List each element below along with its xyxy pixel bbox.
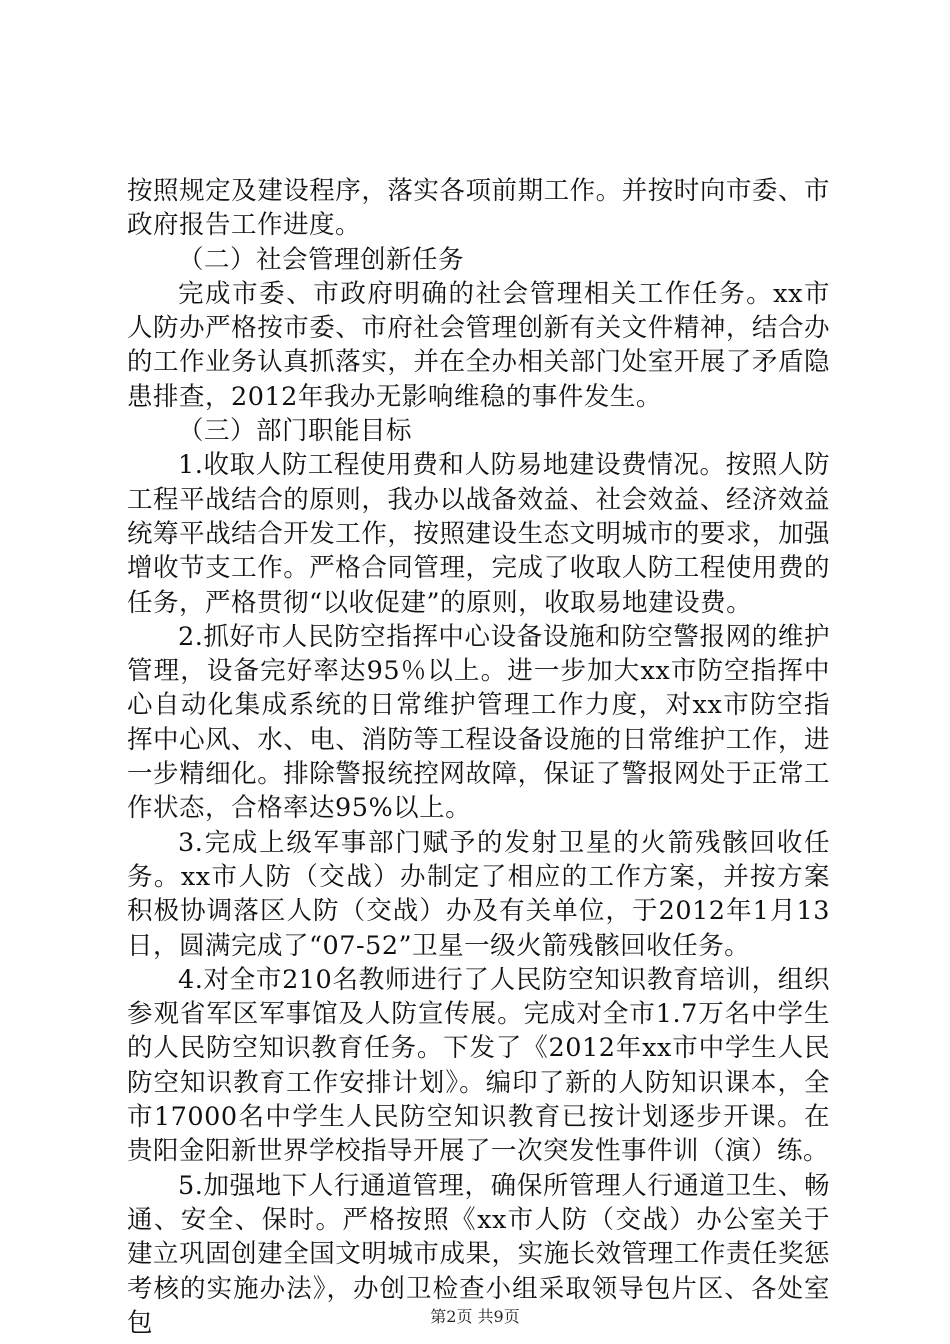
paragraph-social-management: 完成市委、市政府明确的社会管理相关工作任务。xx市人防办严格按市委、市府社会管理创新有关文件精神，结合办的工作业务认真抓落实，并在全办相关部门处室开展了矛盾隐患排查，2012年我办无影响维稳的事件发生。 [127,278,830,412]
document-body [127,174,830,1340]
paragraph-item-4: 4.对全市210名教师进行了人民防空知识教育培训，组织参观省军区军事馆及人防宣传展。完成对全市1.7万名中学生的人民防空知识教育任务。下发了《2012年xx市中学生人民防空知识教育工作安排计划》。编印了新的人防知识课本，全市17000名中学生人民防空知识教育已按计划逐步开课。在贵阳金阳新世界学校指导开展了一次突发性事件训（演）练。 [127,964,830,1167]
paragraph-item-2: 2.抓好市人民防空指挥中心设备设施和防空警报网的维护管理，设备完好率达95％以上。进一步加大xx市防空指挥中心自动化集成系统的日常维护管理工作力度，对xx市防空指挥中心风、水、电、消防等工程设备设施的日常维护工作，进一步精细化。排除警报统控网故障，保证了警报网处于正常工作状态，合格率达95%以上。 [127,621,830,824]
section-heading-department-functions: （三）部门职能目标 [178,416,413,447]
page-footer: 第2页 共9页 [430,1307,520,1326]
section-heading-social-management: （二）社会管理创新任务 [178,244,465,275]
paragraph-item-3: 3.完成上级军事部门赋予的发射卫星的火箭残骸回收任务。xx市人防（交战）办制定了相应的工作方案，并按方案积极协调落区人防（交战）办及有关单位，于2012年1月13日，圆满完成了“07-52”卫星一级火箭残骸回收任务。 [127,827,830,961]
paragraph-continuation: 按照规定及建设程序，落实各项前期工作。并按时向市委、市政府报告工作进度。 [127,176,830,241]
paragraph-item-5: 5.加强地下人行通道管理，确保所管理人行通道卫生、畅通、安全、保时。严格按照《xx市人防（交战）办公室关于建立巩固创建全国文明城市成果，实施长效管理工作责任奖惩考核的实施办法》，办创卫检查小组采取领导包片区、各处室包 [127,1170,830,1338]
paragraph-item-1: 1.收取人防工程使用费和人防易地建设费情况。按照人防工程平战结合的原则，我办以战备效益、社会效益、经济效益统筹平战结合开发工作，按照建设生态文明城市的要求，加强增收节支工作。严格合同管理，完成了收取人防工程使用费的任务，严格贯彻“以收促建”的原则，收取易地建设费。 [127,450,830,618]
